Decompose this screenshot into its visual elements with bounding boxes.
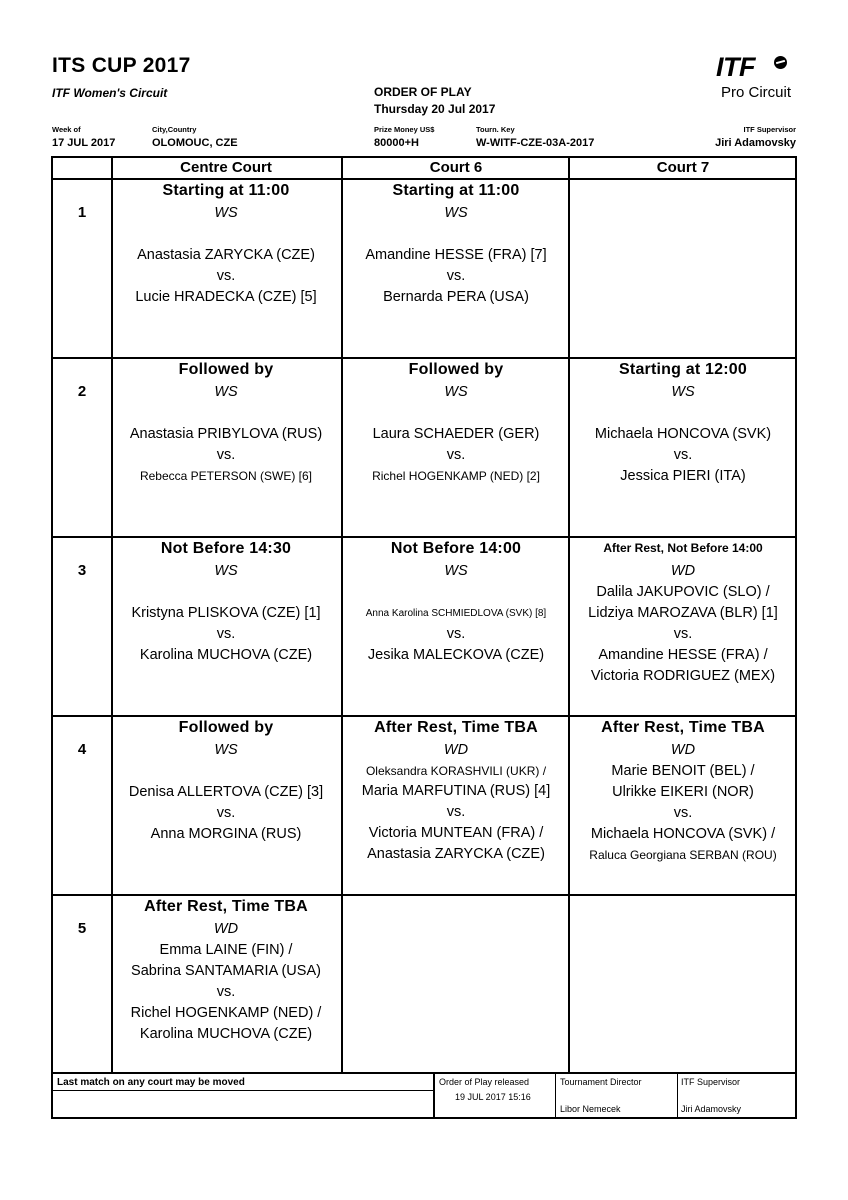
grid-divider bbox=[53, 1090, 433, 1091]
player-line: Michaela HONCOVA (SVK) / bbox=[590, 826, 776, 842]
match-cell bbox=[113, 717, 339, 845]
match-cell bbox=[113, 538, 339, 666]
tourn-key-label: Tourn. Key bbox=[476, 125, 515, 134]
match-cell bbox=[113, 180, 339, 308]
match-cell bbox=[113, 896, 339, 1045]
supervisor-value: Jiri Adamovsky bbox=[715, 137, 796, 149]
match-cell bbox=[343, 359, 569, 487]
player-line: Raluca Georgiana SERBAN (ROU) bbox=[589, 848, 777, 862]
grid-divider bbox=[677, 1074, 678, 1117]
start-time: Starting at 11:00 bbox=[162, 182, 290, 199]
player-line: Oleksandra KORASHVILI (UKR) / bbox=[365, 764, 547, 778]
player-line: Victoria RODRIGUEZ (MEX) bbox=[590, 668, 776, 684]
start-time: After Rest, Time TBA bbox=[374, 719, 538, 736]
start-time: Starting at 11:00 bbox=[392, 182, 520, 199]
week-value: 17 JUL 2017 bbox=[52, 137, 116, 149]
match-cell bbox=[113, 359, 339, 487]
released-value: 19 JUL 2017 15:16 bbox=[455, 1092, 531, 1102]
player-line: Rebecca PETERSON (SWE) [6] bbox=[139, 469, 313, 483]
player-line: Victoria MUNTEAN (FRA) / bbox=[368, 825, 544, 841]
versus-text: vs. bbox=[446, 268, 466, 284]
match-row-number: 5 bbox=[77, 920, 87, 937]
event-code: WS bbox=[214, 742, 238, 758]
match-cell bbox=[343, 180, 569, 308]
match-row-number: 3 bbox=[77, 562, 87, 579]
order-of-play-heading: ORDER OF PLAY bbox=[374, 85, 472, 99]
footer-note: Last match on any court may be moved bbox=[57, 1077, 245, 1088]
event-code: WD bbox=[670, 563, 696, 579]
itf-logo bbox=[716, 52, 798, 104]
start-time: Followed by bbox=[408, 361, 504, 378]
footer-supervisor-value: Jiri Adamovsky bbox=[681, 1104, 742, 1114]
player-line: Laura SCHAEDER (GER) bbox=[372, 426, 540, 442]
match-row-number: 1 bbox=[77, 204, 87, 221]
versus-text: vs. bbox=[446, 804, 466, 820]
player-line: Anna MORGINA (RUS) bbox=[150, 826, 302, 842]
start-time: Starting at 12:00 bbox=[619, 361, 747, 378]
match-row-number: 2 bbox=[77, 383, 87, 400]
city-value: OLOMOUC, CZE bbox=[152, 137, 238, 149]
versus-text: vs. bbox=[216, 268, 236, 284]
player-line: Karolina MUCHOVA (CZE) bbox=[139, 647, 313, 663]
event-code: WS bbox=[214, 563, 238, 579]
prize-value: 80000+H bbox=[374, 137, 419, 149]
start-time: Followed by bbox=[178, 719, 274, 736]
start-time: After Rest, Time TBA bbox=[601, 719, 765, 736]
court-header: Court 7 bbox=[656, 159, 710, 176]
city-label: City,Country bbox=[152, 125, 197, 134]
player-line: Anastasia ZARYCKA (CZE) bbox=[137, 247, 315, 263]
grid-divider bbox=[53, 1072, 795, 1074]
tennis-ball-icon bbox=[774, 56, 787, 69]
player-line: Anastasia ZARYCKA (CZE) bbox=[367, 846, 545, 862]
match-cell bbox=[570, 538, 796, 687]
match-cell bbox=[343, 538, 569, 666]
start-time: After Rest, Not Before 14:00 bbox=[603, 541, 763, 555]
start-time: After Rest, Time TBA bbox=[144, 898, 308, 915]
start-time: Not Before 14:30 bbox=[160, 540, 292, 557]
tourn-key-value: W-WITF-CZE-03A-2017 bbox=[476, 137, 595, 149]
week-label: Week of bbox=[52, 125, 81, 134]
versus-text: vs. bbox=[216, 984, 236, 1000]
order-of-play-grid bbox=[51, 156, 797, 1119]
grid-divider bbox=[555, 1074, 556, 1117]
versus-text: vs. bbox=[446, 626, 466, 642]
player-line: Karolina MUCHOVA (CZE) bbox=[139, 1026, 313, 1042]
court-header: Court 6 bbox=[429, 159, 483, 176]
player-line: Jessica PIERI (ITA) bbox=[620, 468, 746, 484]
event-code: WS bbox=[444, 205, 468, 221]
logo-itf-text: ITF bbox=[716, 52, 755, 82]
director-value: Libor Nemecek bbox=[560, 1104, 621, 1114]
player-line: Michaela HONCOVA (SVK) bbox=[594, 426, 772, 442]
circuit-subtitle: ITF Women's Circuit bbox=[52, 86, 168, 100]
versus-text: vs. bbox=[673, 805, 693, 821]
player-line: Lucie HRADECKA (CZE) [5] bbox=[135, 289, 317, 305]
event-code: WD bbox=[443, 742, 469, 758]
versus-text: vs. bbox=[216, 805, 236, 821]
supervisor-label: ITF Supervisor bbox=[743, 125, 796, 134]
player-line: Jesika MALECKOVA (CZE) bbox=[367, 647, 545, 663]
player-line: Anastasia PRIBYLOVA (RUS) bbox=[129, 426, 323, 442]
player-line: Richel HOGENKAMP (NED) / bbox=[130, 1005, 322, 1021]
released-label: Order of Play released bbox=[439, 1077, 530, 1087]
player-line: Marie BENOIT (BEL) / bbox=[611, 763, 755, 779]
start-time: Followed by bbox=[178, 361, 274, 378]
event-code: WS bbox=[671, 384, 695, 400]
player-line: Dalila JAKUPOVIC (SLO) / bbox=[596, 584, 770, 600]
event-code: WS bbox=[214, 205, 238, 221]
event-code: WD bbox=[670, 742, 696, 758]
match-cell bbox=[343, 717, 569, 865]
player-line: Bernarda PERA (USA) bbox=[383, 289, 529, 305]
versus-text: vs. bbox=[216, 626, 236, 642]
director-label: Tournament Director bbox=[560, 1077, 642, 1087]
versus-text: vs. bbox=[446, 447, 466, 463]
player-line: Richel HOGENKAMP (NED) [2] bbox=[372, 469, 540, 483]
tournament-title: ITS CUP 2017 bbox=[52, 54, 191, 77]
prize-label: Prize Money US$ bbox=[374, 125, 435, 134]
event-code: WD bbox=[213, 921, 239, 937]
player-line: Amandine HESSE (FRA) / bbox=[598, 647, 768, 663]
player-line: Sabrina SANTAMARIA (USA) bbox=[131, 963, 321, 979]
event-code: WS bbox=[444, 563, 468, 579]
match-cell bbox=[570, 359, 796, 487]
footer-supervisor-label: ITF Supervisor bbox=[681, 1077, 741, 1087]
player-line: Maria MARFUTINA (RUS) [4] bbox=[361, 783, 551, 799]
versus-text: vs. bbox=[673, 626, 693, 642]
player-line: Kristyna PLISKOVA (CZE) [1] bbox=[131, 605, 321, 621]
player-line: Denisa ALLERTOVA (CZE) [3] bbox=[128, 784, 324, 800]
event-code: WS bbox=[444, 384, 468, 400]
versus-text: vs. bbox=[673, 447, 693, 463]
versus-text: vs. bbox=[216, 447, 236, 463]
start-time: Not Before 14:00 bbox=[390, 540, 522, 557]
court-header: Centre Court bbox=[180, 159, 272, 176]
match-row-number: 4 bbox=[77, 741, 87, 758]
player-line: Ulrikke EIKERI (NOR) bbox=[612, 784, 754, 800]
grid-divider bbox=[433, 1074, 435, 1117]
event-code: WS bbox=[214, 384, 238, 400]
player-line: Emma LAINE (FIN) / bbox=[159, 942, 293, 958]
logo-pro-circuit-text: Pro Circuit bbox=[721, 84, 792, 101]
player-line: Anna Karolina SCHMIEDLOVA (SVK) [8] bbox=[365, 608, 547, 619]
player-line: Lidziya MAROZAVA (BLR) [1] bbox=[588, 605, 778, 621]
play-date: Thursday 20 Jul 2017 bbox=[374, 102, 496, 116]
match-cell bbox=[570, 717, 796, 866]
player-line: Amandine HESSE (FRA) [7] bbox=[365, 247, 547, 263]
